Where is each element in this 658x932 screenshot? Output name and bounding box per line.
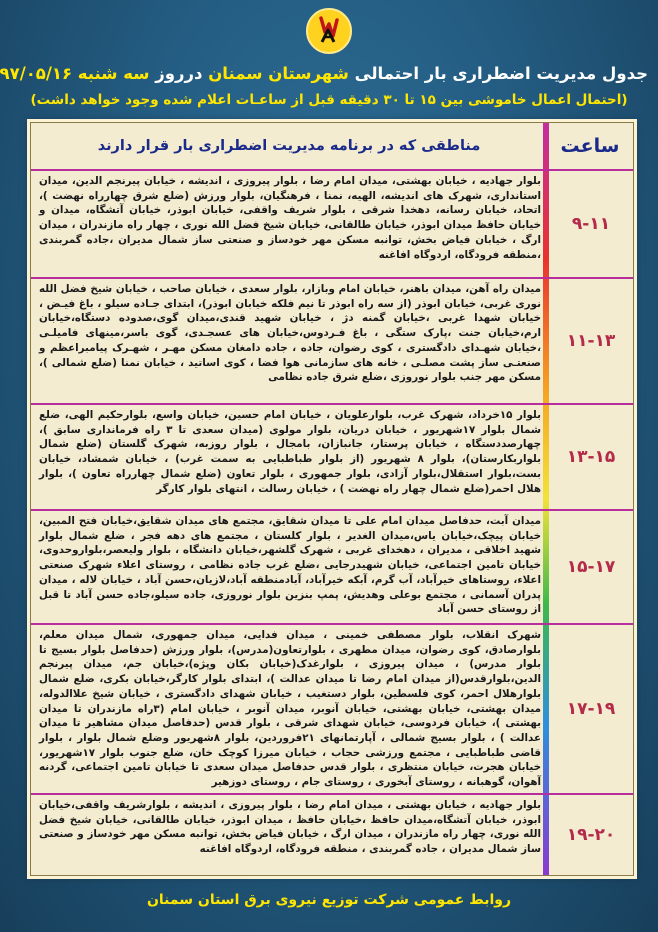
outage-schedule-table xyxy=(30,122,634,876)
title-prefix: جدول مدیریت اضطراری بار احتمالی xyxy=(354,64,648,83)
row-areas: میدان راه آهن، میدان باهنر، خیابان امام وبازار، بلوار سعدی ، خیابان صاحب ، خیابان شیخ فضل الله نوری غربی، خیابان ابوذر (از سه راه ابوذر تا نیم فلکه خیابان ابوذر)، ابتدای جـاده سیلو ، باغ فیـض ، خیابان شهدا غربی ،خیابان گمنه دژ ، خیابان شهید قندی،میدان گوی،صدوده دستگاه،خیابان ارم،خیابان جنت ،پارک ستگی ، باغ فـردوس،خیابان های عسجـدی، گوی باسر،مینهای فامیلـی ،خیابان شهـدای دادگستری ، کوی رضوان، جاده ، جاده دامغان مسکن مهـر ، شهـرک پیامبراعظم و صنعتـی ساز پشت مصلـی ، خانه های سازمانی هوا فضا ، کوی اساتید ، خیابان نمنا (ضلع شمالی )، مسکن مهر جنب بلوار نوروزی ،ضلع شرق جاده نظامی xyxy=(39,283,541,384)
row-time: ۱۱-۱۳ xyxy=(566,331,616,351)
row-time: ۱۳-۱۵ xyxy=(566,447,616,467)
row-time: ۱۷-۱۹ xyxy=(566,699,616,719)
page-subtitle: (احتمال اعمال خاموشی بین ۱۵ تا ۳۰ دقیقه قبل از ساعـات اعلام شده وجود خواهد داشت) xyxy=(30,92,628,108)
table-row xyxy=(31,405,633,511)
row-time: ۱۹-۲۰ xyxy=(566,825,616,845)
lightning-logo-icon xyxy=(308,10,350,52)
electricity-company-logo xyxy=(306,8,352,54)
row-time: ۹-۱۱ xyxy=(571,214,611,234)
title-date: سه شنبه ۹۷/۰۵/۱۶ xyxy=(0,64,150,83)
footer-credit: روابط عمومی شرکت توزیع نیروی برق استان سمنان xyxy=(146,892,512,908)
row-areas: بلوار ۱۵خرداد، شهرک غرب، بلوارعلویان ، خیابان امام حسین، خیابان واسع، بلوارحکیم الهی، ضلع شمال بلوار ۱۷شهریور ، خیابان دریان، بلوار مولوی (میدان سعدی تا ۳ راه فرمانداری سابق )، چهارصددستگاه ، خیابان پرستار، جانبازان، بامجال ، بلوار روزبه، شهرک گلستان (ضلع شمال بلواربکارستان)، بلوار ۸ شهریور (از بلوار طباطبایی به سمت غرب) ، خیابان شمشاد، خیابان بست،بلوار استقلال،بلوار آزادی، بلوار جمهوری ، بلوار تعاون (ضلع شمال چهارراه تعاون )، بلوار هلال احمر(ضلع شمال چهار راه نهضت ) ، خیابان رسالت ، انتهای بلوار کارگر xyxy=(39,409,541,495)
row-areas: بلوار جهادیه ، خیابان بهشتی ، میدان امام رضا ، بلوار پیروزی ، اندیشه ، بلوارشریف واقفی،خیابان ابوذر، خیابان آتشگاه،میدان حافظ ،خیابان حافظ ، میدان ابوذر، خیابان طالقانی، خیابان شیخ فضل الله نوری، چهار راه مازندران ، میدان ارگ ، خیابان فیاض بخش، توانبه مسکن مهر خودساز و صنعتی ساز شمال مدیران ، جاده گمربندی ، منطقه فرودگاه، اردوگاه افاغنه xyxy=(39,799,541,856)
row-areas: شهرک انقلاب، بلوار مصطفی خمینی ، میدان فدایی، میدان جمهوری، شمال میدان معلم، بلوارصادق، کوی رضوان، میدان مطهری ، بلوارتعاون(مدرس)، بلوار ورزش (حدفاصل بلوار بسیج تا بلوار مدرس) ، میدان پیروزی ، بلوارغدک(خیابان بکان وپژه)،خیابان جم، میدان پیرنجم الدین،بلوارقدس(از میدان امام رضا تا میدان عدالت )، ابتدای بلوار کارگر،خیابان بکری، ضلع شمال بلوارهلال احمر، کوی فلسطین، بلوار دستغیب ، خیابان شهدای دادگستری ، خیابان شیخ علاالدوله، میدان بهشتی، خیابان بهشتی، خیابان آنوبر، میدان آنوبر ، خیابان امام (۳راه مازندران تا میدان بهشتی )، خیابان فردوسی، خیابان شهدای شرقی ، بلوار قدس (حدفاصل میدان مشاهیر تا میدان عدالت ) ، بلوار بسیج شمالی ، آپارتمانهای ۲۱فروردین، بلوار ۸شهریور وضلع شمال بلوار ، بلوار قاضی طباطبایی ، مجتمع ورزشی حجاب ، خیابان میرزا کوچک خان، ضلع جنوب بلوار ۱۷شهریور، خیابان هجرت، خیابان منتظری ، بلوار قدس حدفاصل میدان سعدی تا خیابان تامین اجتماعی، گردنه آهوان، گوهبانه ، روستای آبخوری ، روستای جام ، روستای دوزهیر xyxy=(39,629,541,789)
table-row xyxy=(31,795,633,875)
time-column-header: ساعت xyxy=(560,135,620,157)
table-row xyxy=(31,279,633,405)
row-time: ۱۵-۱۷ xyxy=(566,557,616,577)
page-title xyxy=(0,64,648,83)
row-areas: میدان آبت، حدفاصل میدان امام علی تا میدان شقایق، مجتمع های میدان شقایق،خیابان فتح المبین، خیابان پیچک،خیابان یاس،میدان الغدیر ، بلوار کلستان ، مجتمع های دهه فجر ، ضلع شمال بلوار شهید اخلاقی ، مدیران ، دهخدای غربی ، شهرک گلشهر،خیابان دانشگاه ، بلوار ولیعصر،بلواروحدوی، خیابان تامین اجتماعی، خیابان شهیدرجایی ،ضلع غرب جاده نظامی ، روستای اعلاء شهرک صنعتی اعلاء، روستاهای خیرآباد، آب گرم، آبکه خیرآباد، آبادمنطقه آباد،لازیان،حسن آباد ، خیابان لاله ، میدان پدران آسمانی ، مجتمع بوعلی وهدیش، پمپ بنزین بلوار نوروزی، جاده سیلو،جاده حسن آباد تا قبل از روستای حسن آباد xyxy=(39,515,541,616)
table-row xyxy=(31,625,633,795)
areas-column-header: مناطقی که در برنامه مدیریت اضطراری بار قرار دارند xyxy=(97,138,481,154)
table-row xyxy=(31,511,633,625)
title-city: شهرستان سمنان xyxy=(208,64,349,83)
table-header xyxy=(31,123,633,171)
table-row xyxy=(31,171,633,279)
row-areas: بلوار جهادیه ، خیابان بهشتی، میدان امام رضا ، بلوار پیروزی ، اندیشه ، خیابان پیرنجم الدین، میدان استانداری، شهرک های اندیشه، الهیه، نمنا ، فرهنگیان، بلوار ورزش (ضلع شرق چهارراه نهضت )، اتحاد، خیابان رسانه، دهخدا شرقی ، بلوار شریف واقفی، خیابان ابوذر، خیابان آتشگاه، میدان و خیابان حافظ میدان ابوذر، خیابان طالقانی، خیابان شیخ فضل الله نوری ، چهار راه مازندران ، میدان ارگ ، خیابان فیاض بخش، توانبه مسکن مهر خودساز و صنعتی ساز شمال مدیران ،جاده گمربندی ،منطقه فرودگاه، اردوگاه افاغنه xyxy=(39,175,541,261)
title-suffix: درروز xyxy=(155,64,203,83)
